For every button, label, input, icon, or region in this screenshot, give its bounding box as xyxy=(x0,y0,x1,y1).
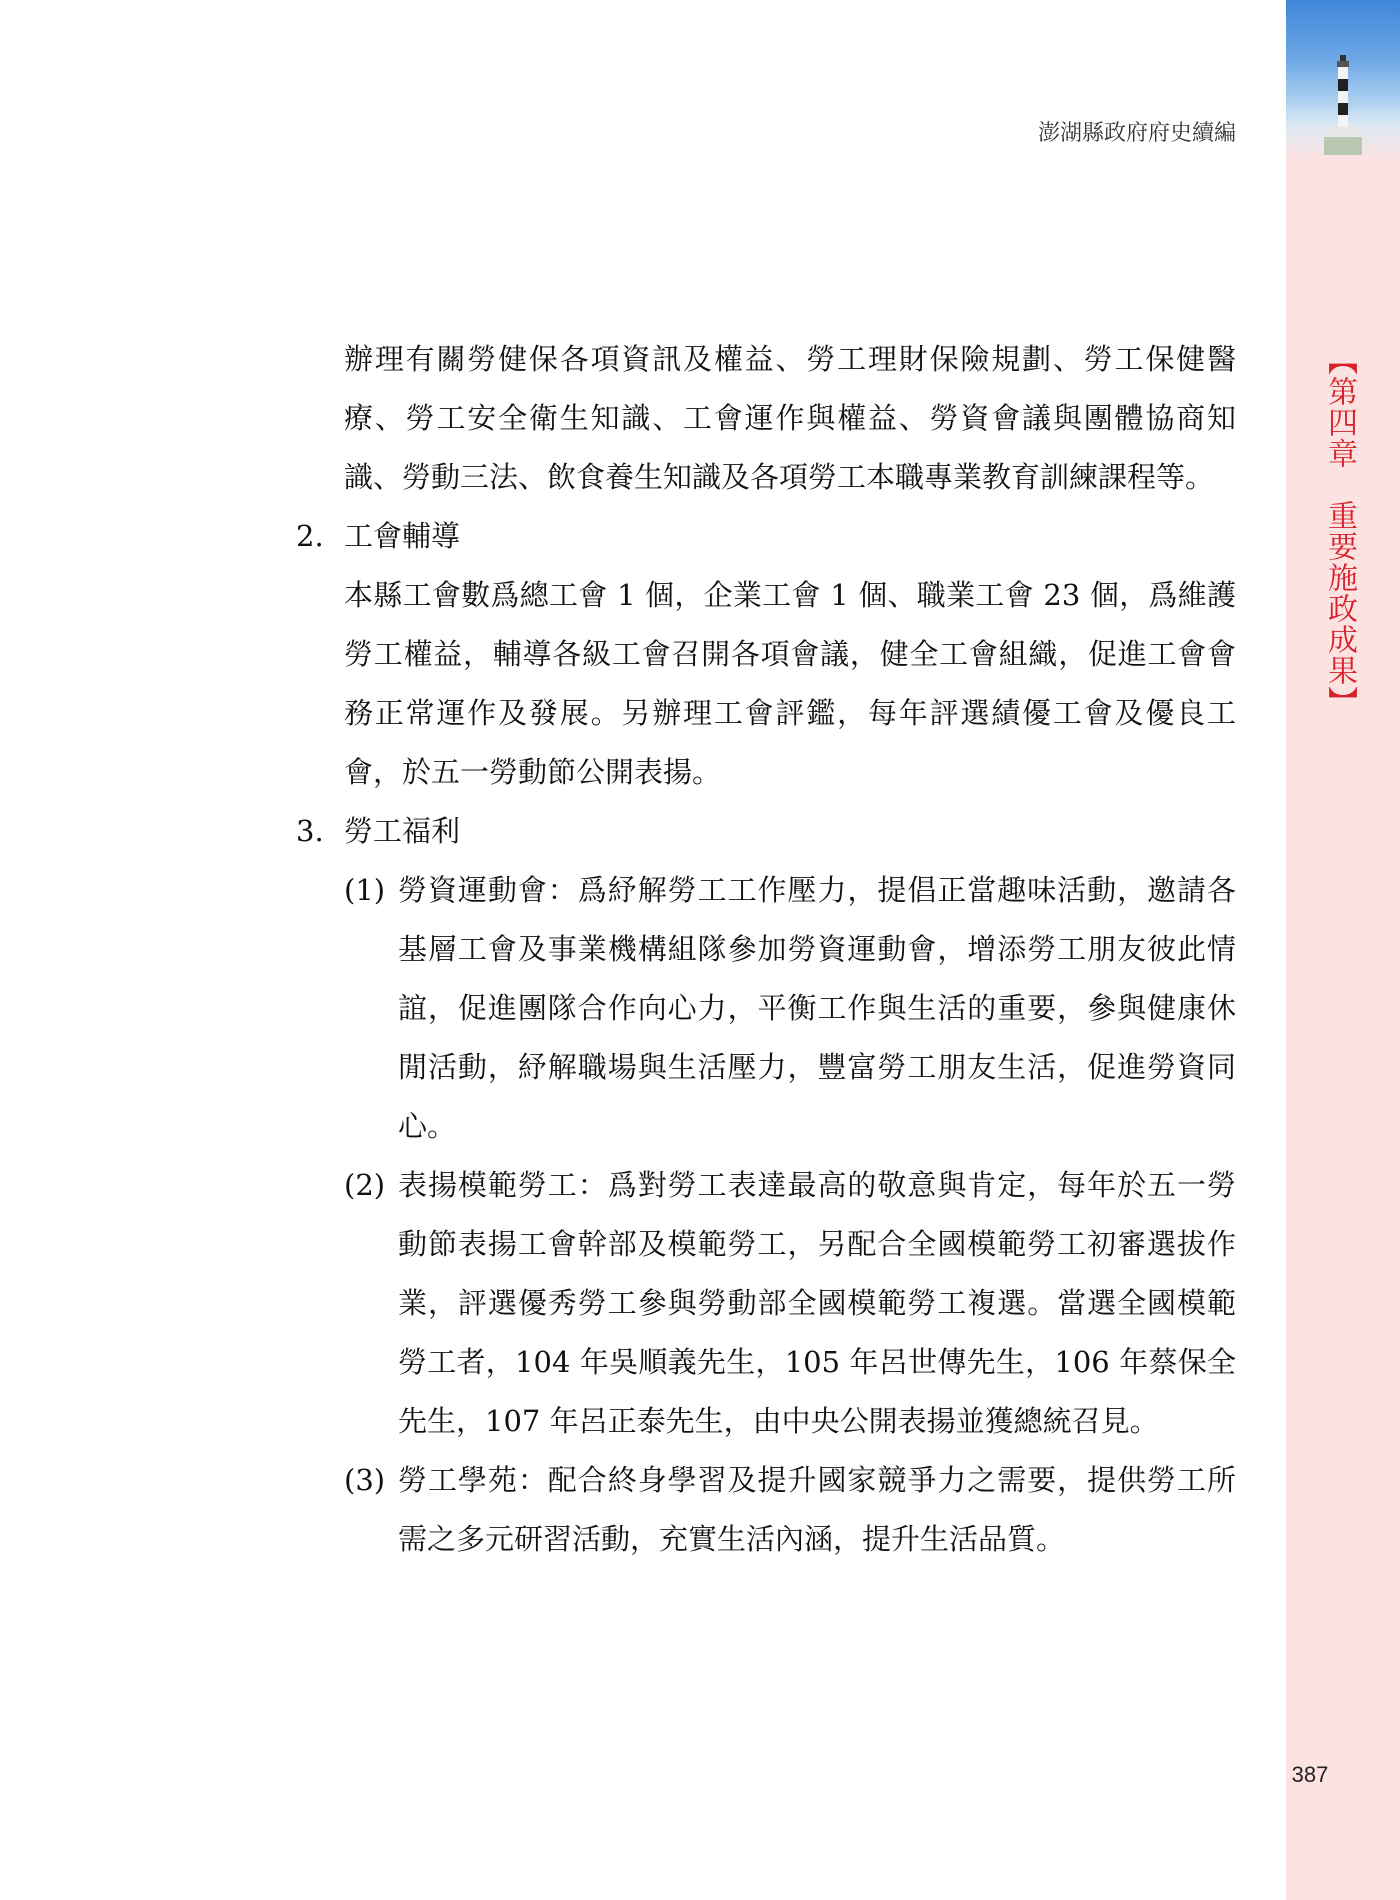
section-3-number: 3. xyxy=(296,814,324,848)
list-item-text: 勞資運動會：爲紓解勞工工作壓力，提倡正當趣味活動，邀請各基層工會及事業機構組隊參加勞資運動會，增添勞工朋友彼此情誼，促進團隊合作向心力，平衡工作與生活的重要，參與健康休閒活動，紓解職場與生活壓力，豐富勞工朋友生活，促進勞資同心。 xyxy=(398,873,1236,1143)
section-3-title: 勞工福利 xyxy=(344,814,461,848)
section-2-title: 工會輔導 xyxy=(344,519,461,553)
section-2-paragraph: 本縣工會數爲總工會 1 個，企業工會 1 個、職業工會 23 個，爲維護勞工權益，輔導各級工會召開各項會議，健全工會組織，促進工會會務正常運作及發展。另辦理工會評鑑，每年評選績優工會及優良工會，於五一勞動節公開表揚。 xyxy=(344,578,1236,789)
list-item xyxy=(344,1156,1236,1451)
list-item-text: 表揚模範勞工：爲對勞工表達最高的敬意與肯定，每年於五一勞動節表揚工會幹部及模範勞工，另配合全國模範勞工初審選拔作業，評選優秀勞工參與勞動部全國模範勞工複選。當選全國模範勞工者，104 年吳順義先生，105 年呂世傳先生，106 年蔡保全先生，107 年呂正泰先生，由中央公開表揚並獲總統召見。 xyxy=(398,1168,1236,1438)
page-number: 387 xyxy=(1291,1762,1329,1787)
running-header: 澎湖縣政府府史續編 xyxy=(1037,121,1236,146)
list-item-marker: (2) xyxy=(344,1168,386,1202)
list-item xyxy=(344,861,1236,1156)
list-item-marker: (3) xyxy=(344,1463,386,1497)
lighthouse-icon xyxy=(1324,55,1362,155)
list-item xyxy=(344,1451,1236,1569)
list-item-text: 勞工學苑：配合終身學習及提升國家競爭力之需要，提供勞工所需之多元研習活動，充實生活內涵，提升生活品質。 xyxy=(398,1463,1236,1556)
lighthouse-photo xyxy=(1286,0,1400,160)
chapter-sidebar xyxy=(1286,0,1400,1900)
chapter-label: 【第四章 重要施政成果】 xyxy=(1322,345,1357,717)
intro-paragraph: 辦理有關勞健保各項資訊及權益、勞工理財保險規劃、勞工保健醫療、勞工安全衛生知識、工會運作與權益、勞資會議與團體協商知識、勞動三法、飲食養生知識及各項勞工本職專業教育訓練課程等。 xyxy=(344,342,1236,494)
list-item-marker: (1) xyxy=(344,873,386,907)
page-body xyxy=(296,330,1236,1569)
section-3-heading xyxy=(296,802,1236,861)
section-2-heading xyxy=(296,507,1236,566)
section-2-number: 2. xyxy=(296,519,324,553)
